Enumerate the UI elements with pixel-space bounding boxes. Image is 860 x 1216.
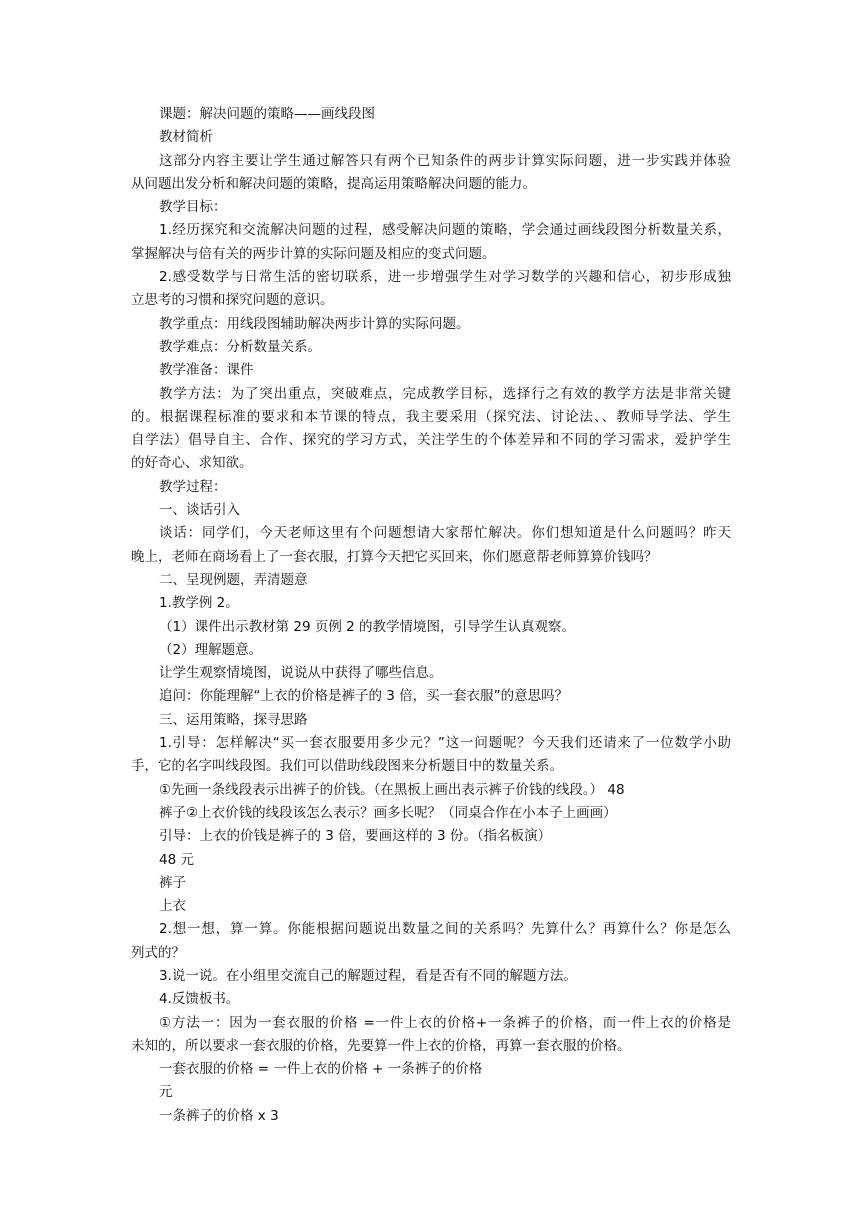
text-line: 未知的，所以要求一套衣服的价格，先要算一件上衣的价格，再算一套衣服的价格。 — [131, 1037, 631, 1054]
text-line: 立思考的习惯和探究问题的意识。 — [131, 292, 334, 309]
text-line: 教学准备：课件 — [159, 362, 254, 379]
text-line: 教材简析 — [159, 129, 213, 146]
text-line: 三、运用策略，探寻思路 — [159, 711, 308, 728]
text-line: 课题：解决问题的策略——画线段图 — [159, 106, 375, 122]
text-line: 2.想一想，算一算。你能根据问题说出数量之间的关系吗？先算什么？再算什么？你是怎么 — [159, 921, 731, 938]
text-line: 的。根据课程标准的要求和本节课的特点，我主要采用（探究法、讨论法、、教师导学法、学生 — [131, 408, 731, 425]
text-line: 掌握解决与倍有关的两步计算的实际问题及相应的变式问题。 — [131, 245, 496, 262]
text-line: 2.感受数学与日常生活的密切联系，进一步增强学生对学习数学的兴趣和信心，初步形成独 — [159, 269, 731, 286]
text-line: 教学重点：用线段图辅助解决两步计算的实际问题。 — [159, 315, 470, 332]
text-line: 列式的？ — [131, 944, 185, 961]
text-line: 手，它的名字叫线段图。我们可以借助线段图来分析题目中的数量关系。 — [131, 758, 563, 775]
text-line: 谈话：同学们，今天老师这里有个问题想请大家帮忙解决。你们想知道是什么问题吗？昨天 — [159, 525, 731, 542]
text-line: 二、呈现例题，弄清题意 — [159, 571, 308, 588]
text-line: 裤子 — [159, 874, 186, 891]
text-line: 让学生观察情境图，说说从中获得了哪些信息。 — [159, 665, 443, 682]
text-line: 一套衣服的价格 = 一件上衣的价格 + 一条裤子的价格 — [159, 1061, 483, 1078]
text-line: 1.教学例 2。 — [159, 595, 239, 612]
text-line: 3.说一说。在小组里交流自己的解题过程，看是否有不同的解题方法。 — [159, 967, 577, 984]
text-line: 这部分内容主要让学生通过解答只有两个已知条件的两步计算实际问题，进一步实践并体验 — [159, 152, 731, 169]
text-line: 元 — [159, 1084, 173, 1101]
text-line: 从问题出发分析和解决问题的策略，提高运用策略解决问题的能力。 — [131, 175, 536, 192]
text-line: 自学法）倡导自主、合作、探究的学习方式，关注学生的个体差异和不同的学习需求，爱护学生 — [131, 432, 731, 449]
text-line: 4.反馈板书。 — [159, 991, 240, 1008]
text-line: ①方法一：因为一套衣服的价格 =一件上衣的价格+一条裤子的价格，而一件上衣的价格是 — [159, 1014, 731, 1031]
text-line: 教学过程： — [159, 478, 227, 495]
text-line: 教学方法：为了突出重点，突破难点，完成教学目标，选择行之有效的教学方法是非常关键 — [159, 385, 731, 402]
text-line: 的好奇心、求知欲。 — [131, 455, 253, 472]
text-line: （1）课件出示教材第 29 页例 2 的教学情境图，引导学生认真观察。 — [159, 618, 576, 635]
text-line: 引导：上衣的价钱是裤子的 3 倍，要画这样的 3 份。（指名板演） — [159, 828, 552, 845]
text-line: （2）理解题意。 — [159, 641, 263, 658]
text-line: 一、谈话引入 — [159, 502, 240, 519]
document-body — [131, 103, 731, 1128]
text-line: 教学难点：分析数量关系。 — [159, 338, 321, 355]
text-line: 教学目标： — [159, 199, 227, 216]
text-line: 一条裤子的价格 x 3 — [159, 1107, 279, 1124]
text-line: 裤子②上衣价钱的线段该怎么表示？画多长呢？（同桌合作在小本子上画画） — [159, 804, 617, 821]
text-line: 上衣 — [159, 898, 186, 915]
text-line: 追问：你能理解“上衣的价格是裤子的 3 倍，买一套衣服”的意思吗？ — [159, 688, 569, 705]
text-line: 48 元 — [159, 851, 194, 868]
text-line: 1.引导：怎样解决“买一套衣服要用多少元？”这一问题呢？今天我们还请来了一位数学小助 — [159, 735, 731, 752]
text-line: 晚上，老师在商场看上了一套衣服，打算今天把它买回来，你们愿意帮老师算算价钱吗？ — [131, 548, 658, 565]
text-line: 1.经历探究和交流解决问题的过程，感受解决问题的策略，学会通过画线段图分析数量关系， — [159, 222, 731, 239]
text-line: ①先画一条线段表示出裤子的价钱。（在黑板上画出表示裤子价钱的线段。） 48 — [159, 781, 625, 798]
